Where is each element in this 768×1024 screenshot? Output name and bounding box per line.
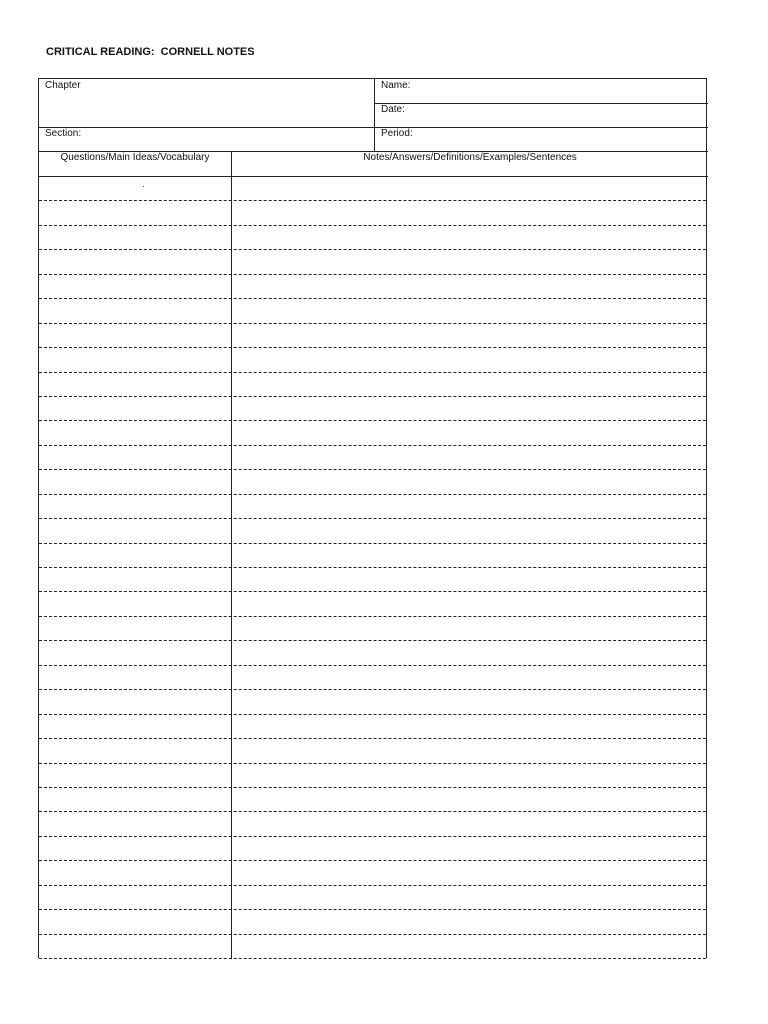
table-row: [39, 275, 706, 299]
question-cell[interactable]: [39, 568, 231, 591]
notes-cell[interactable]: [232, 886, 706, 909]
table-row: [39, 568, 706, 592]
notes-cell[interactable]: [232, 666, 706, 689]
question-cell[interactable]: [39, 201, 231, 224]
question-cell[interactable]: [39, 544, 231, 567]
question-cell[interactable]: [39, 592, 231, 615]
cornell-notes-sheet: [38, 78, 707, 958]
question-cell[interactable]: [39, 250, 231, 273]
table-row: [39, 397, 706, 421]
notes-cell[interactable]: [232, 226, 706, 249]
header-divider: [374, 79, 375, 152]
table-row: [39, 715, 706, 739]
question-cell[interactable]: [39, 764, 231, 787]
notes-cell[interactable]: [232, 861, 706, 884]
table-row: [39, 519, 706, 543]
name-field[interactable]: [375, 79, 708, 103]
notes-cell[interactable]: [232, 519, 706, 542]
question-cell[interactable]: [39, 519, 231, 542]
date-label: Date:: [381, 104, 405, 115]
table-row: [39, 690, 706, 714]
notes-cell[interactable]: [232, 495, 706, 518]
table-row: [39, 739, 706, 763]
question-cell[interactable]: [39, 739, 231, 762]
question-cell[interactable]: [39, 177, 231, 200]
date-top-rule: [375, 103, 708, 104]
notes-cell[interactable]: [232, 299, 706, 322]
table-row: [39, 324, 706, 348]
section-field[interactable]: [39, 127, 374, 151]
notes-cell[interactable]: [232, 177, 706, 200]
chapter-field[interactable]: [39, 79, 374, 127]
question-cell[interactable]: [39, 641, 231, 664]
notes-cell[interactable]: [232, 201, 706, 224]
notes-cell[interactable]: [232, 446, 706, 469]
notes-cell[interactable]: [232, 324, 706, 347]
table-row: [39, 837, 706, 861]
notes-cell[interactable]: [232, 568, 706, 591]
notes-cell[interactable]: [232, 470, 706, 493]
question-cell[interactable]: [39, 666, 231, 689]
notes-cell[interactable]: [232, 739, 706, 762]
question-cell[interactable]: [39, 299, 231, 322]
notes-cell[interactable]: [232, 397, 706, 420]
table-row: [39, 446, 706, 470]
stray-mark: [143, 186, 144, 187]
table-row: [39, 373, 706, 397]
question-cell[interactable]: [39, 275, 231, 298]
table-row: [39, 910, 706, 934]
notes-cell[interactable]: [232, 641, 706, 664]
question-cell[interactable]: [39, 495, 231, 518]
notes-cell[interactable]: [232, 690, 706, 713]
question-cell[interactable]: [39, 886, 231, 909]
notes-cell[interactable]: [232, 764, 706, 787]
notes-cell[interactable]: [232, 348, 706, 371]
question-cell[interactable]: [39, 397, 231, 420]
date-field[interactable]: [375, 103, 708, 127]
notes-cell[interactable]: [232, 935, 706, 958]
notes-cell[interactable]: [232, 910, 706, 933]
table-row: [39, 250, 706, 274]
question-cell[interactable]: [39, 324, 231, 347]
notes-cell[interactable]: [232, 250, 706, 273]
notes-cell[interactable]: [232, 837, 706, 860]
notes-column-header: Notes/Answers/Definitions/Examples/Sentences: [363, 152, 577, 163]
question-cell[interactable]: [39, 910, 231, 933]
notes-cell[interactable]: [232, 421, 706, 444]
question-cell[interactable]: [39, 788, 231, 811]
notes-cell[interactable]: [232, 715, 706, 738]
table-row: [39, 886, 706, 910]
notes-cell[interactable]: [232, 788, 706, 811]
table-row: [39, 592, 706, 616]
table-row: [39, 348, 706, 372]
notes-cell[interactable]: [232, 544, 706, 567]
name-label: Name:: [381, 80, 411, 91]
table-row: [39, 617, 706, 641]
notes-cell[interactable]: [232, 275, 706, 298]
table-row: [39, 299, 706, 323]
questions-column-header: Questions/Main Ideas/Vocabulary: [60, 152, 210, 163]
section-top-rule: [39, 127, 708, 128]
question-cell[interactable]: [39, 690, 231, 713]
table-row: [39, 421, 706, 445]
table-row: [39, 861, 706, 885]
notes-cell[interactable]: [232, 592, 706, 615]
table-row: [39, 666, 706, 690]
table-row: [39, 641, 706, 665]
chapter-label: Chapter: [45, 80, 81, 91]
table-row: [39, 495, 706, 519]
table-row: [39, 935, 706, 959]
notes-cell[interactable]: [232, 812, 706, 835]
table-row: [39, 226, 706, 250]
question-cell[interactable]: [39, 617, 231, 640]
question-cell[interactable]: [39, 348, 231, 371]
question-cell[interactable]: [39, 421, 231, 444]
period-field[interactable]: [375, 127, 708, 151]
question-cell[interactable]: [39, 861, 231, 884]
question-cell[interactable]: [39, 837, 231, 860]
notes-cell[interactable]: [232, 373, 706, 396]
question-cell[interactable]: [39, 812, 231, 835]
page-title: CRITICAL READING: CORNELL NOTES: [46, 46, 255, 58]
table-row: [39, 201, 706, 225]
question-cell[interactable]: [39, 470, 231, 493]
question-cell[interactable]: [39, 226, 231, 249]
section-label: Section:: [45, 128, 82, 139]
period-label: Period:: [381, 128, 413, 139]
table-row: [39, 788, 706, 812]
question-cell[interactable]: [39, 935, 231, 958]
table-row: [39, 764, 706, 788]
question-cell[interactable]: [39, 446, 231, 469]
table-row: [39, 812, 706, 836]
table-row: [39, 177, 706, 201]
table-row: [39, 470, 706, 494]
question-cell[interactable]: [39, 373, 231, 396]
notes-cell[interactable]: [232, 617, 706, 640]
question-cell[interactable]: [39, 715, 231, 738]
table-row: [39, 544, 706, 568]
